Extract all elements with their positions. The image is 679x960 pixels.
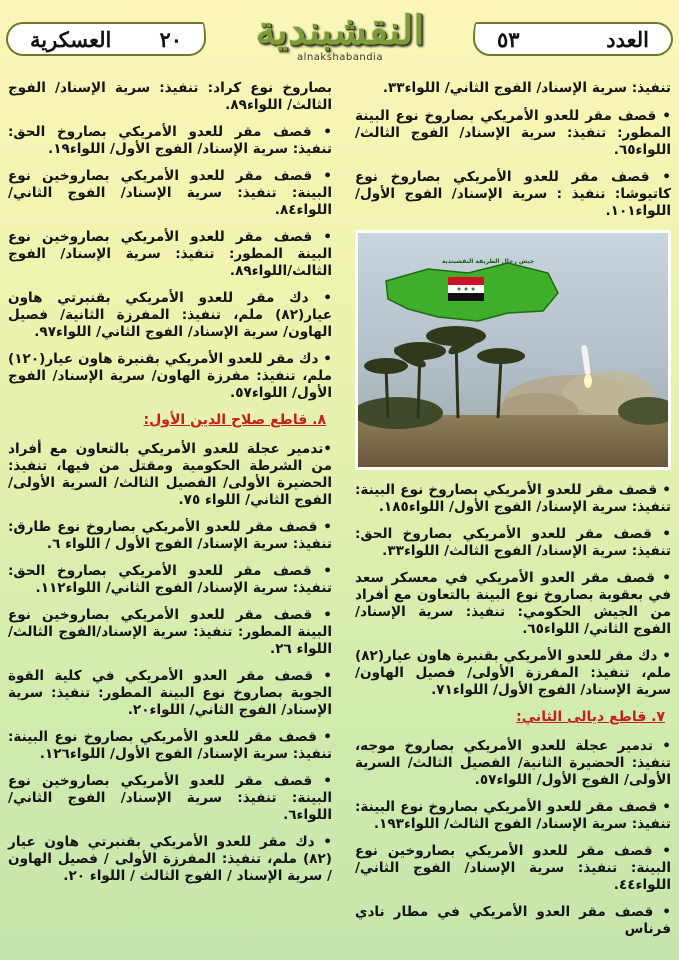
- left-column: [8, 80, 332, 895]
- photo-illustration: [358, 233, 668, 467]
- list-item: • دك مقر للعدو الأمريكي بقنبرة هاون عيار(١٢٠) ملم، تنفيذ: مفرزة الهاون/ سرية الإسناد/ الفوج الأول/ اللواء٥٧.: [8, 351, 332, 401]
- list-item: • قصف مقر للعدو الأمريكي بصاروخين نوع البينة: تنفيذ: سرية الإسناد/ الفوج الثاني/ اللواء٤٤.: [355, 843, 671, 893]
- page-header: [0, 0, 679, 78]
- list-item: •تدمير عجلة للعدو الأمريكي بالتعاون مع أفراد من الشرطة الحكومية ومقتل من فيها، تنفيذ: الحضيرة الأولى/ الفصيل الثالث/ السرية الأولى/ الفوج الثاني/ اللواء ٧٥.: [8, 441, 332, 508]
- list-item: • قصف مقر العدو الأمريكي في معسكر سعد في بعقوبة بصاروخ نوع البينة بالتعاون مع أفراد من الجيش الحكومي: تنفيذ: سرية الإسناد/ الفوج الثاني/ اللواء٦٥.: [355, 570, 671, 637]
- list-item: • قصف مقر للعدو الأمريكي بصاروخ الحق: تنفيذ: سرية الإسناد/ الفوج الأول/ اللواء١٩.: [8, 124, 332, 157]
- list-item: • قصف مقر للعدو الأمريكي بصاروخين نوع البينة المطور: تنفيذ: سرية الإسناد/الفوج الثالث/ اللواء ٢٦.: [8, 607, 332, 657]
- emblem-text: جيش رجال الطريقة النقشبندية: [441, 258, 535, 265]
- section-name: العسكرية: [30, 26, 112, 52]
- list-item: • قصف مقر للعدو الأمريكي بصاروخ نوع البينة: تنفيذ: سرية الإسناد/ الفوج الثالث/ اللواء١٩٣.: [355, 799, 671, 832]
- page-number: ٢٠: [159, 26, 182, 52]
- list-item: بصاروخ نوع كراد: تنفيذ: سرية الإسناد/ الفوج الثالث/ اللواء٨٩.: [8, 80, 332, 113]
- list-item: • قصف مقر للعدو الأمريكي بصاروخين نوع البينة المطور: تنفيذ: سرية الإسناد/ الفوج الثالث/اللواء٨٩.: [8, 229, 332, 279]
- issue-number: ٥٣: [497, 26, 520, 52]
- list-item: • قصف مقر العدو الأمريكي في مطار نادي فرناس: [355, 904, 671, 937]
- rocket-launch-photo: [355, 230, 671, 470]
- issue-banner: [473, 22, 673, 56]
- section-8-heading: ٨. قاطع صلاح الدين الأول:: [143, 412, 326, 428]
- magazine-logo: [235, 6, 445, 72]
- list-item: • دك مقر للعدو الأمريكي بقنبرة هاون عيار(٨٢) ملم، تنفيذ: المفرزة الأولى/ فصيل الهاون/ سرية الإسناد/ الفوج الأول/ اللواء٧١.: [355, 648, 671, 698]
- list-item: • قصف مقر للعدو الأمريكي بصاروخ نوع كاتيوشا: تنفيذ : سرية الإسناد/ الفوج الأول/ اللواء١٠١.: [355, 169, 671, 219]
- list-item: • قصف مقر للعدو الأمريكي بصاروخ الحق: تنفيذ: سرية الإسناد/ الفوج الثالث/ اللواء٣٣.: [355, 526, 671, 559]
- logo-url: alnakshabandia: [297, 52, 383, 63]
- list-item: • تدمير عجلة للعدو الأمريكي بصاروخ موجه، تنفيذ: الحضيرة الثانية/ الفصيل الثالث/ السرية الأولى/ الفوج الأول/ اللواء٥٧.: [355, 738, 671, 788]
- section-7-heading: ٧. قاطع ديالى الثاني:: [516, 709, 665, 725]
- list-item: • قصف مقر للعدو الأمريكي بصاروخ نوع طارق: تنفيذ: سرية الإسناد/ الفوج الأول / اللواء ٦.: [8, 519, 332, 552]
- list-item: • قصف مقر للعدو الأمريكي بصاروخ نوع البينة المطور: تنفيذ: سرية الإسناد/ الفوج الثالث/ اللواء٦٥.: [355, 108, 671, 158]
- list-item: • قصف مقر العدو الأمريكي في كلية القوة الجوية بصاروخ نوع البينة المطور: تنفيذ: سرية الإسناد/ الفوج الثاني/ اللواء٢٠.: [8, 668, 332, 718]
- section-banner: [6, 22, 206, 56]
- right-column: [355, 80, 671, 948]
- list-item: • دك مقر للعدو الأمريكي بقنبرتي هاون عيار (٨٢) ملم، تنفيذ: المفرزة الأولى / فصيل الهاون / سرية الإسناد / الفوج الثالث / اللواء ٢٠.: [8, 834, 332, 884]
- list-item: • قصف مقر للعدو الأمريكي بصاروخ نوع البينة: تنفيذ: سرية الإسناد/ الفوج الأول/ اللواء١٢٦.: [8, 729, 332, 762]
- list-item: • قصف مقر للعدو الأمريكي بصاروخ نوع البينة: تنفيذ: سرية الإسناد/ الفوج الأول/ اللواء١٨٥.: [355, 482, 671, 515]
- list-item: • قصف مقر للعدو الأمريكي بصاروخين نوع البينة: تنفيذ: سرية الإسناد/ الفوج الثاني/ اللواء٨٤.: [8, 168, 332, 218]
- list-item: • دك مقر للعدو الأمريكي بقنبرتي هاون عيار(٨٢) ملم، تنفيذ: المفرزة الثانية/ فصيل الهاون/ سرية الإسناد/ الفوج الثاني/ اللواء٩٧.: [8, 290, 332, 340]
- list-item: • قصف مقر للعدو الأمريكي بصاروخ الحق: تنفيذ: سرية الإسناد/ الفوج الثاني/ اللواء١١٢.: [8, 563, 332, 596]
- logo-title: النقشبندية: [255, 7, 425, 54]
- list-item: • قصف مقر للعدو الأمريكي بصاروخين نوع البينة: تنفيذ: سرية الإسناد/ الفوج الثاني/ اللواء٦.: [8, 773, 332, 823]
- issue-label: العدد: [606, 26, 649, 52]
- list-item: تنفيذ: سرية الإسناد/ الفوج الثاني/ اللواء٣٣.: [382, 80, 671, 96]
